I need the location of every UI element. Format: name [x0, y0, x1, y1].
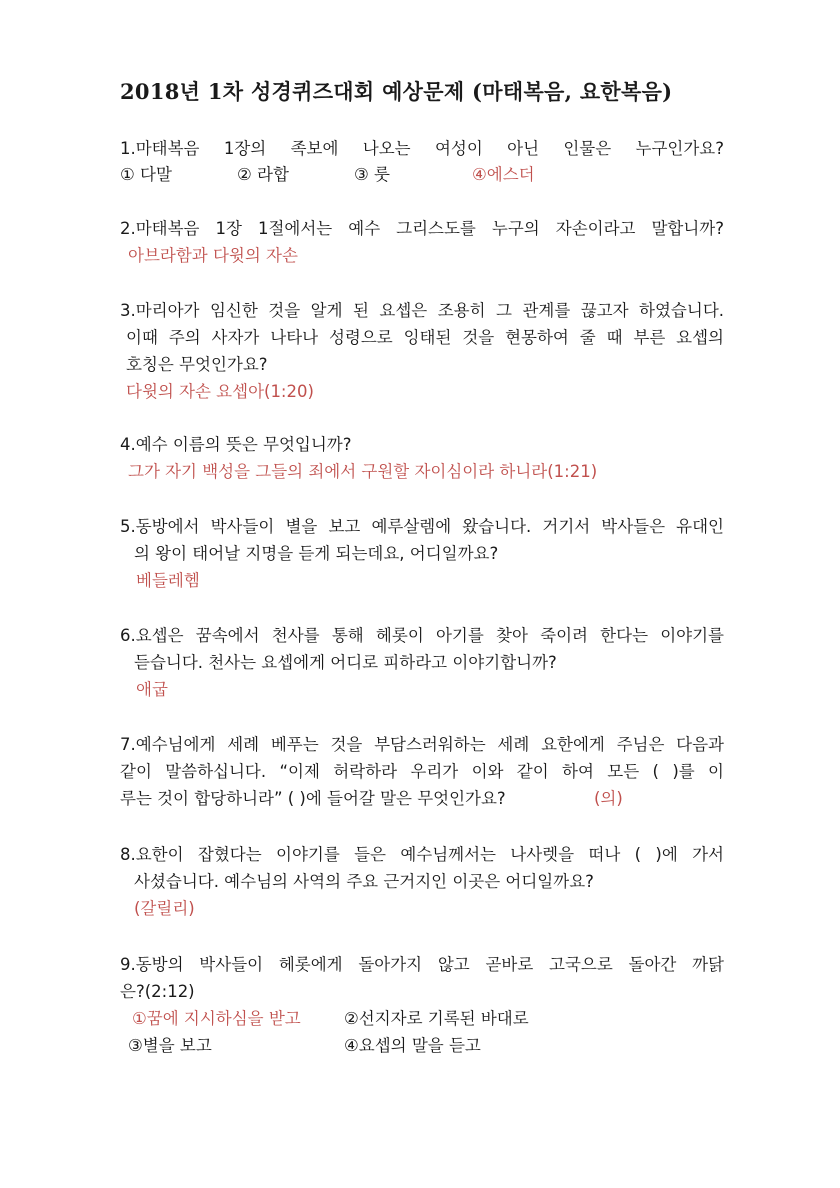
q3-answer: 다윗의 자손 요셉아(1:20)	[126, 382, 314, 401]
question-6-line-2: 듣습니다. 천사는 요셉에게 어디로 피하라고 이야기합니까?	[134, 653, 557, 672]
q9-option-1-answer: ①꿈에 지시하심을 받고	[132, 1009, 301, 1028]
q8-answer: (갈릴리)	[134, 899, 195, 918]
question-7-line-2: 같이 말씀하십니다. “이제 허락하라 우리가 이와 같이 하여 모든 ( )를 이	[120, 762, 724, 781]
q1-option-2: ② 라합	[237, 165, 289, 184]
question-9-line-2: 은?(2:12)	[120, 982, 195, 1001]
question-1-text: 1.마태복음 1장의 족보에 나오는 여성이 아닌 인물은 누구인가요?	[120, 139, 724, 158]
q2-answer: 아브라함과 다윗의 자손	[128, 246, 298, 265]
q1-option-4-answer: ④에스더	[472, 165, 535, 184]
question-3-line-2: 이때 주의 사자가 나타나 성령으로 잉태된 것을 현몽하여 줄 때 부른 요셉의	[126, 328, 724, 347]
q9-option-2: ②선지자로 기록된 바대로	[344, 1009, 529, 1028]
question-3-line-1: 3.마리아가 임신한 것을 알게 된 요셉은 조용히 그 관계를 끊고자 하였습니다.	[120, 301, 724, 320]
question-7-line-1: 7.예수님에게 세례 베푸는 것을 부담스러워하는 세례 요한에게 주님은 다음과	[120, 735, 724, 754]
question-9-line-1: 9.동방의 박사들이 헤롯에게 돌아가지 않고 곧바로 고국으로 돌아간 까닭	[120, 955, 724, 974]
question-6-line-1: 6.요셉은 꿈속에서 천사를 통해 헤롯이 아기를 찾아 죽이려 한다는 이야기를	[120, 626, 724, 645]
q9-option-3: ③별을 보고	[128, 1036, 212, 1055]
q7-answer: (의)	[594, 789, 623, 808]
q1-option-3: ③ 룻	[354, 165, 390, 184]
q6-answer: 애굽	[136, 680, 168, 699]
question-7-line-3: 루는 것이 합당하니라” ( )에 들어갈 말은 무엇인가요?	[120, 789, 506, 808]
question-5-line-1: 5.동방에서 박사들이 별을 보고 예루살렘에 왔습니다. 거기서 박사들은 유대인	[120, 517, 724, 536]
question-4-text: 4.예수 이름의 뜻은 무엇입니까?	[120, 435, 352, 454]
document-title: 2018년 1차 성경퀴즈대회 예상문제 (마태복음, 요한복음)	[120, 79, 673, 104]
question-2-text: 2.마태복음 1장 1절에서는 예수 그리스도를 누구의 자손이라고 말합니까?	[120, 219, 724, 238]
question-8-line-1: 8.요한이 잡혔다는 이야기를 들은 예수님께서는 나사렛을 떠나 ( )에 가서	[120, 845, 724, 864]
question-8-line-2: 사셨습니다. 예수님의 사역의 주요 근거지인 이곳은 어디일까요?	[134, 872, 594, 891]
q4-answer: 그가 자기 백성을 그들의 죄에서 구원할 자이심이라 하니라(1:21)	[128, 462, 598, 481]
q9-option-4: ④요셉의 말을 듣고	[344, 1036, 481, 1055]
question-5-line-2: 의 왕이 태어날 지명을 듣게 되는데요, 어디일까요?	[134, 544, 499, 563]
q5-answer: 베들레헴	[136, 571, 200, 590]
q1-option-1: ① 다말	[120, 165, 172, 184]
question-3-line-3: 호칭은 무엇인가요?	[126, 355, 268, 374]
